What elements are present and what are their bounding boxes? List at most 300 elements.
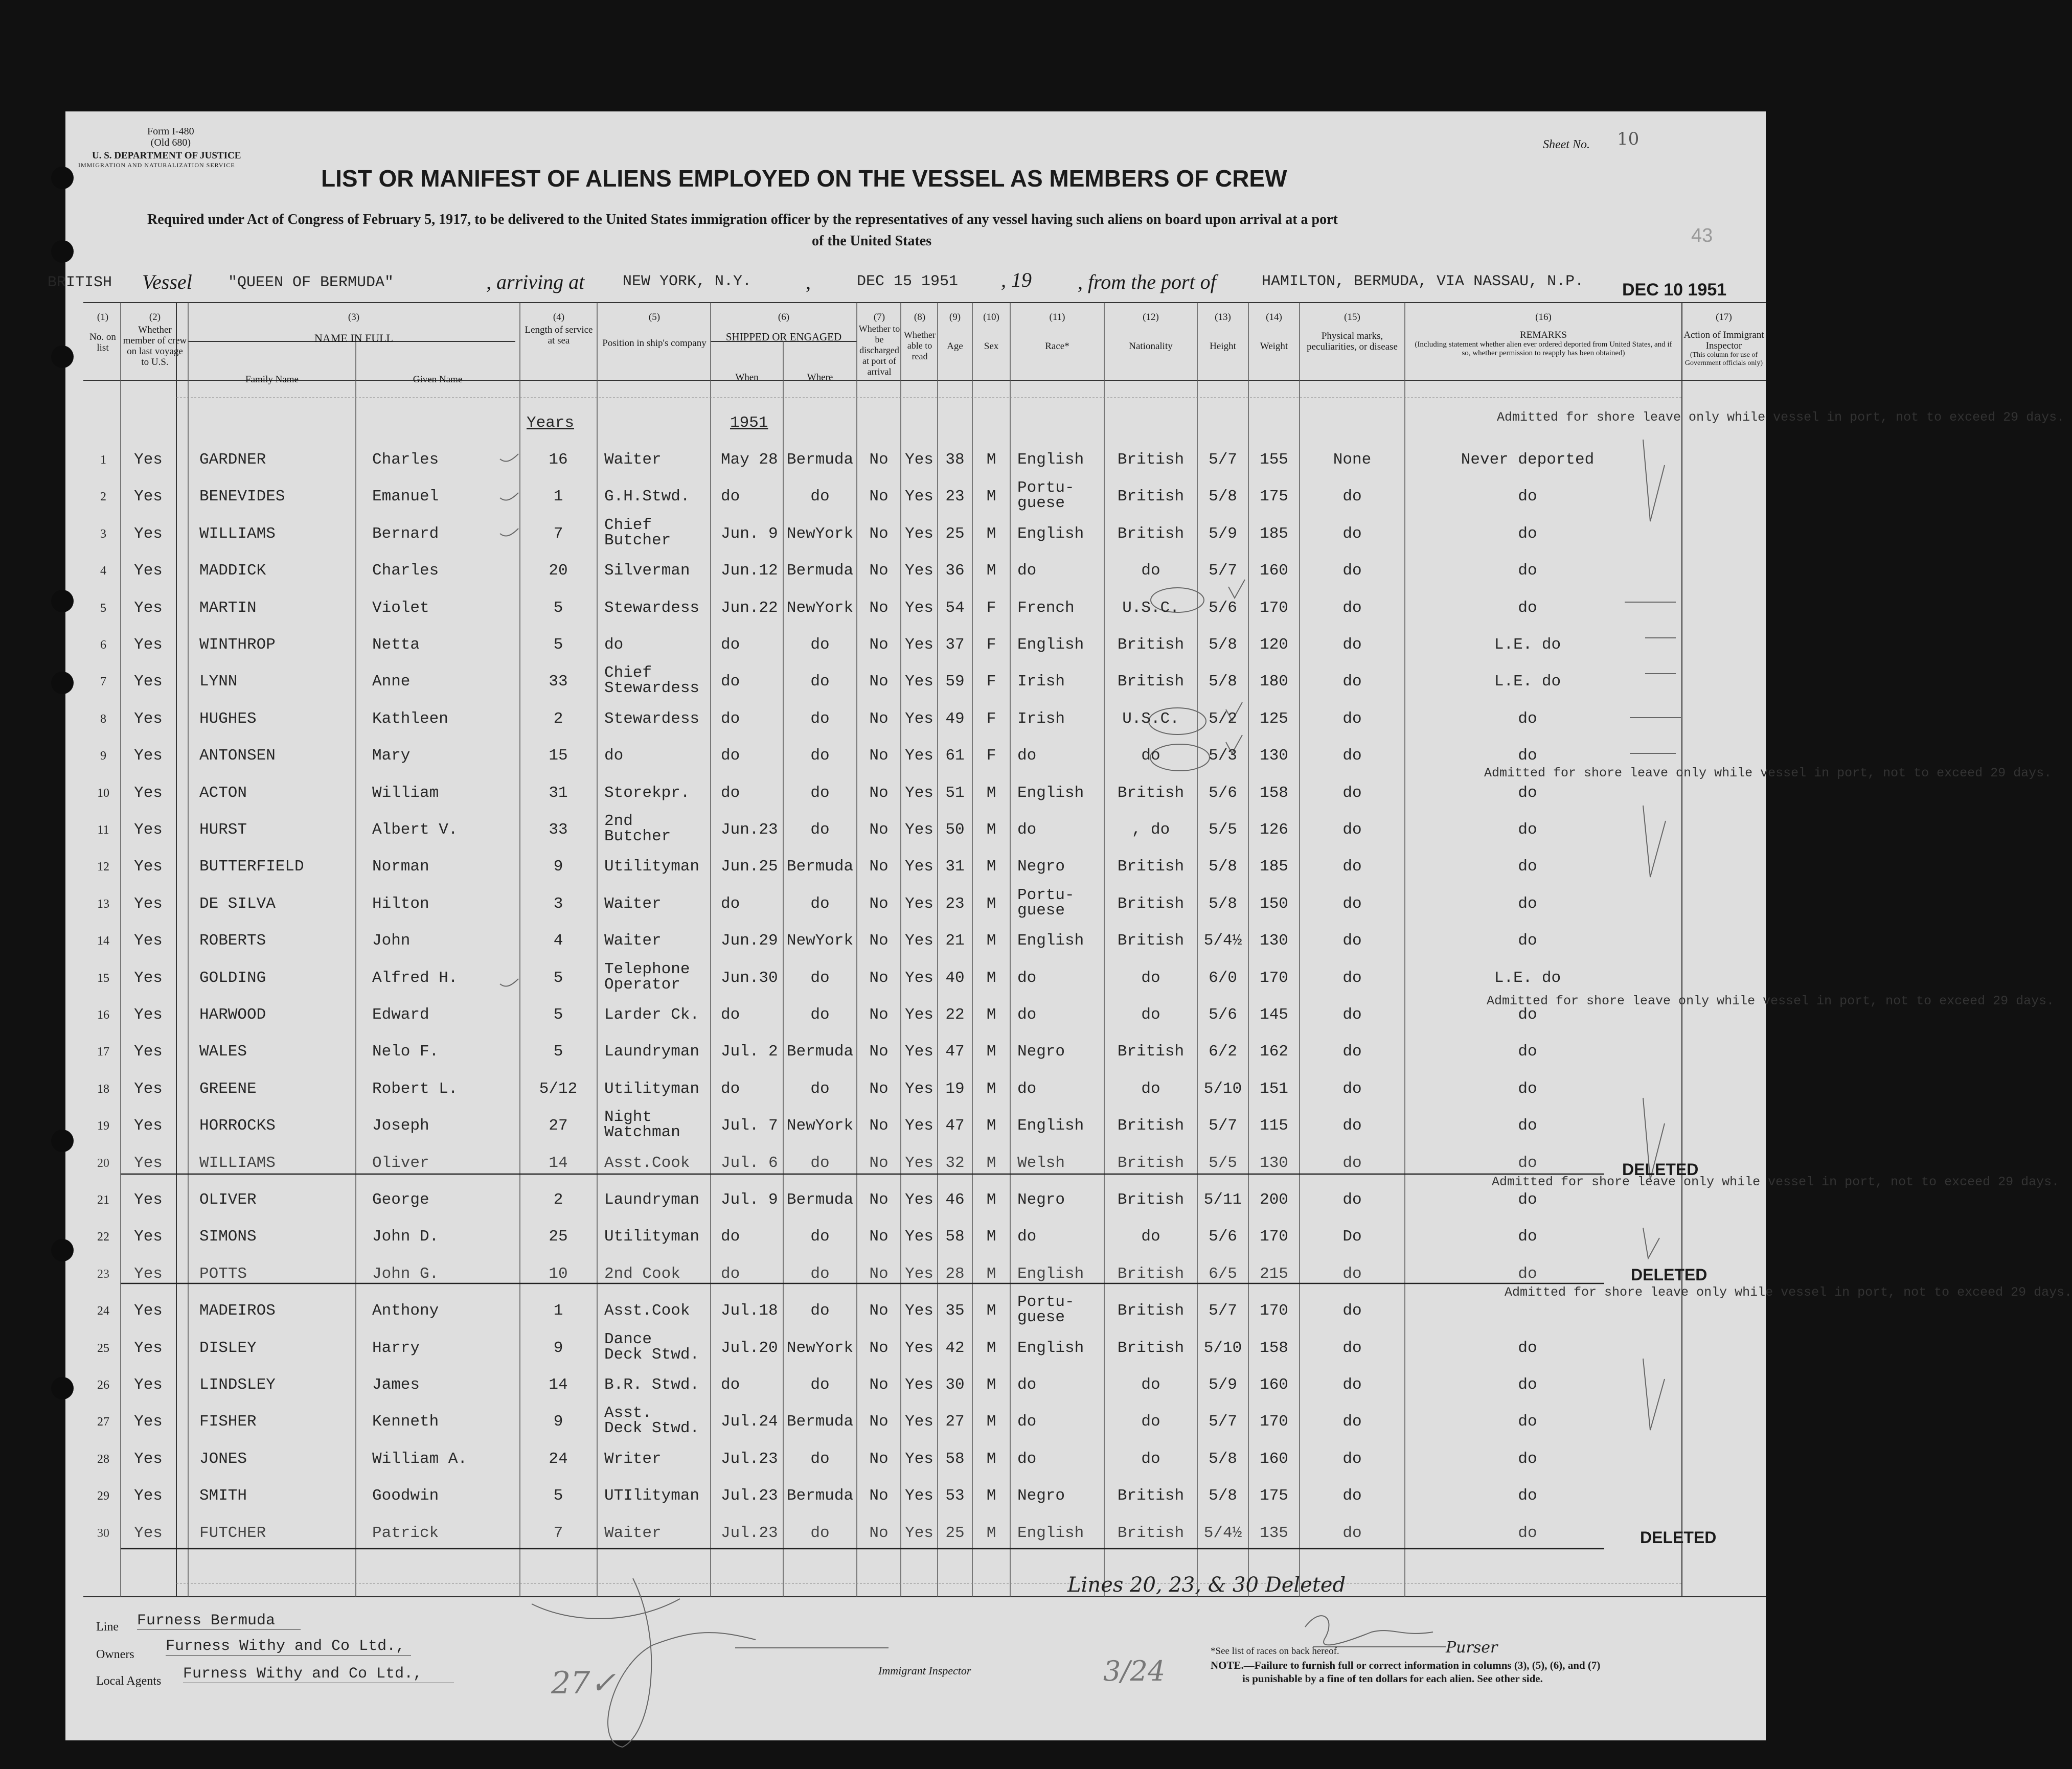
to-be-discharged: No [869, 1228, 889, 1246]
row-number: 22 [97, 1230, 109, 1244]
shipped-where: Bermuda [786, 1043, 854, 1061]
shipped-when: do [721, 673, 740, 691]
department-name: U. S. DEPARTMENT OF JUSTICE [92, 150, 241, 161]
shipped-when: do [721, 636, 740, 654]
row-number: 20 [97, 1156, 109, 1170]
length-of-service: 5/12 [539, 1079, 578, 1098]
given-name: Violet [372, 599, 429, 617]
family-name: WILLIAMS [199, 524, 276, 543]
nationality: British [1117, 636, 1185, 654]
given-name: George [372, 1191, 429, 1209]
years-subheader: Years [527, 414, 575, 432]
deleted-stamp-line-20: DELETED [1622, 1160, 1699, 1179]
physical-marks: do [1342, 562, 1362, 580]
able-to-read: Yes [905, 1043, 933, 1061]
family-name: ACTON [199, 784, 247, 802]
age: 25 [945, 1524, 965, 1542]
shipped-when: Jul.24 [721, 1413, 778, 1431]
family-name: SIMONS [199, 1228, 257, 1246]
race: Portu- guese [1017, 479, 1075, 513]
remarks: Never deported [1461, 451, 1595, 469]
family-name: HARWOOD [199, 1006, 266, 1024]
row-number: 30 [97, 1526, 109, 1540]
height: 5/5 [1209, 821, 1237, 839]
row-number: 15 [97, 971, 109, 985]
given-name: Edward [372, 1006, 429, 1024]
nationality: do [1141, 562, 1160, 580]
to-be-discharged: No [869, 599, 889, 617]
sex: M [986, 1302, 996, 1320]
physical-marks: do [1342, 709, 1362, 728]
able-to-read: Yes [905, 1450, 933, 1468]
last-voyage: Yes [134, 1376, 163, 1394]
shore-leave-note-2: Admitted for shore leave only while vessel in port, not to exceed 29 days. [1484, 766, 2052, 780]
age: 54 [945, 599, 965, 617]
last-voyage: Yes [134, 1524, 163, 1542]
sex: M [986, 1117, 996, 1135]
family-name: POTTS [199, 1265, 247, 1283]
given-name: Albert V. [372, 821, 458, 839]
shipped-where: do [810, 1006, 830, 1024]
col5-label: Position in ship's company [602, 338, 707, 349]
family-name: MADDICK [199, 562, 266, 580]
shipped-where: do [810, 747, 830, 765]
sex: M [986, 1006, 996, 1024]
last-voyage: Yes [134, 894, 163, 913]
nationality: U.S.C. [1122, 599, 1179, 617]
age: 23 [945, 894, 965, 913]
family-name: LYNN [199, 673, 238, 691]
race: English [1017, 1524, 1084, 1542]
weight: 115 [1260, 1117, 1288, 1135]
sex: F [986, 636, 996, 654]
physical-marks: do [1342, 524, 1362, 543]
weight: 160 [1260, 1376, 1288, 1394]
col9-label: Age [947, 341, 963, 352]
able-to-read: Yes [905, 599, 933, 617]
length-of-service: 5 [553, 636, 563, 654]
weight: 126 [1260, 821, 1288, 839]
col10-label: Sex [984, 341, 999, 352]
col2-num: (2) [149, 312, 161, 323]
able-to-read: Yes [905, 562, 933, 580]
shipped-when: Jul. 7 [721, 1117, 778, 1135]
last-voyage: Yes [134, 1413, 163, 1431]
given-name: James [372, 1376, 420, 1394]
physical-marks: do [1342, 636, 1362, 654]
handwritten-27: 27✓ [551, 1665, 616, 1701]
weight: 130 [1260, 1154, 1288, 1172]
position: Asst.Cook [604, 1302, 690, 1320]
physical-marks: do [1342, 1376, 1362, 1394]
col17-note: (This column for use of Government officials only) [1684, 351, 1763, 367]
race: do [1017, 1450, 1037, 1468]
able-to-read: Yes [905, 1191, 933, 1209]
weight: 160 [1260, 1450, 1288, 1468]
weight: 180 [1260, 673, 1288, 691]
family-name: ANTONSEN [199, 747, 276, 765]
length-of-service: 5 [553, 1487, 563, 1505]
shipped-when: Jun.22 [721, 599, 778, 617]
sex: M [986, 784, 996, 802]
remarks: do [1518, 1413, 1537, 1431]
given-name: Robert L. [372, 1079, 458, 1098]
position: Silverman [604, 562, 690, 580]
shipped-where: do [810, 1524, 830, 1542]
nationality: British [1117, 1302, 1185, 1320]
col7-num: (7) [873, 312, 885, 323]
col5-header [599, 312, 710, 349]
able-to-read: Yes [905, 636, 933, 654]
given-name: Norman [372, 858, 429, 876]
able-to-read: Yes [905, 969, 933, 987]
length-of-service: 14 [549, 1154, 568, 1172]
deleted-stamp-line-30: DELETED [1640, 1528, 1717, 1547]
given-name: Oliver [372, 1154, 429, 1172]
age: 58 [945, 1228, 965, 1246]
shipped-where: do [810, 1079, 830, 1098]
last-voyage: Yes [134, 1265, 163, 1283]
race: Negro [1017, 858, 1065, 876]
to-be-discharged: No [869, 562, 889, 580]
weight: 200 [1260, 1191, 1288, 1209]
length-of-service: 15 [549, 747, 568, 765]
sex: F [986, 673, 996, 691]
punch-hole [51, 590, 74, 612]
height: 5/7 [1209, 451, 1237, 469]
document-subtitle-2: of the United States [812, 233, 932, 249]
shipped-when: do [721, 709, 740, 728]
position: Laundryman [604, 1191, 700, 1209]
height: 5/7 [1209, 562, 1237, 580]
to-be-discharged: No [869, 1043, 889, 1061]
position: Utilityman [604, 1228, 700, 1246]
row-number: 26 [97, 1379, 109, 1392]
shipped-where: Bermuda [786, 1191, 854, 1209]
age: 27 [945, 1413, 965, 1431]
col11-header [1010, 312, 1104, 352]
sex: F [986, 709, 996, 728]
shipped-when: do [721, 1006, 740, 1024]
to-be-discharged: No [869, 1302, 889, 1320]
physical-marks: do [1342, 894, 1362, 913]
length-of-service: 24 [549, 1450, 568, 1468]
given-name: Emanuel [372, 488, 439, 506]
height: 6/5 [1209, 1265, 1237, 1283]
position: Writer [604, 1450, 662, 1468]
length-of-service: 9 [553, 1413, 563, 1431]
shipped-when: May 28 [721, 451, 778, 469]
given-name: Anne [372, 673, 411, 691]
year-1951-subheader: 1951 [730, 414, 768, 432]
shipped-where: do [810, 636, 830, 654]
to-be-discharged: No [869, 1376, 889, 1394]
arrival-date: DEC 15 1951 [857, 273, 959, 290]
shipped-where: do [810, 821, 830, 839]
nationality: British [1117, 1265, 1185, 1283]
age: 25 [945, 524, 965, 543]
last-voyage: Yes [134, 524, 163, 543]
physical-marks: do [1342, 1265, 1362, 1283]
position: Waiter [604, 451, 662, 469]
last-voyage: Yes [134, 1339, 163, 1357]
shipped-when: do [721, 1228, 740, 1246]
position: Telephone Operator [604, 960, 690, 994]
able-to-read: Yes [905, 709, 933, 728]
shipped-where: NewYork [786, 1339, 854, 1357]
line-value: Furness Bermuda [137, 1612, 301, 1630]
to-be-discharged: No [869, 932, 889, 950]
form-number: Form I-480 [147, 126, 194, 137]
deleted-stamp-line-23: DELETED [1631, 1266, 1707, 1284]
length-of-service: 33 [549, 673, 568, 691]
weight: 158 [1260, 1339, 1288, 1357]
position: Chief Butcher [604, 516, 671, 549]
height: 5/8 [1209, 636, 1237, 654]
col8-header [902, 312, 938, 362]
able-to-read: Yes [905, 673, 933, 691]
able-to-read: Yes [905, 932, 933, 950]
physical-marks: do [1342, 1191, 1362, 1209]
last-voyage: Yes [134, 784, 163, 802]
vessel-nationality: BRITISH [48, 274, 112, 291]
local-agents-label: Local Agents [96, 1674, 162, 1688]
height: 5/8 [1209, 858, 1237, 876]
col4-label: Length of service at sea [525, 325, 593, 346]
physical-marks: None [1333, 451, 1372, 469]
age: 23 [945, 488, 965, 506]
punch-hole [51, 167, 74, 189]
given-name: John [372, 932, 411, 950]
row-number: 21 [97, 1193, 109, 1207]
given-name: John D. [372, 1228, 439, 1246]
from-port-label: , from the port of [1078, 270, 1216, 293]
footer-note-penalty-2: is punishable by a fine of ten dollars for each alien. See other side. [1242, 1672, 1543, 1685]
able-to-read: Yes [905, 1339, 933, 1357]
shipped-where: do [810, 1376, 830, 1394]
weight: 170 [1260, 1302, 1288, 1320]
shipped-where: do [810, 1228, 830, 1246]
sex: M [986, 1079, 996, 1098]
sex: M [986, 1376, 996, 1394]
sex: M [986, 1524, 996, 1542]
weight: 170 [1260, 969, 1288, 987]
position: Asst.Cook [604, 1154, 690, 1172]
weight: 162 [1260, 1043, 1288, 1061]
footer-note-penalty-1: NOTE.—Failure to furnish full or correct information in columns (3), (5), (6), and (7) [1211, 1659, 1601, 1671]
age: 36 [945, 562, 965, 580]
weight: 145 [1260, 1006, 1288, 1024]
shipped-where: do [810, 709, 830, 728]
physical-marks: do [1342, 858, 1362, 876]
family-name: DISLEY [199, 1339, 257, 1357]
weight: 215 [1260, 1265, 1288, 1283]
height: 5/7 [1209, 1302, 1237, 1320]
remarks: do [1518, 1043, 1537, 1061]
to-be-discharged: No [869, 1154, 889, 1172]
to-be-discharged: No [869, 894, 889, 913]
length-of-service: 2 [553, 1191, 563, 1209]
position: Larder Ck. [604, 1006, 700, 1024]
arriving-label: , arriving at [486, 270, 585, 293]
position: Waiter [604, 932, 662, 950]
shipped-where: Bermuda [786, 1487, 854, 1505]
row-number: 6 [100, 638, 106, 652]
physical-marks: do [1342, 1339, 1362, 1357]
local-agents-value: Furness Withy and Co Ltd., [183, 1665, 454, 1683]
to-be-discharged: No [869, 488, 889, 506]
last-voyage: Yes [134, 1228, 163, 1246]
able-to-read: Yes [905, 1006, 933, 1024]
arriving-comma: , [806, 270, 811, 293]
able-to-read: Yes [905, 1524, 933, 1542]
to-be-discharged: No [869, 1487, 889, 1505]
shipped-where: do [810, 784, 830, 802]
physical-marks: do [1342, 1450, 1362, 1468]
col17-header [1683, 312, 1765, 367]
col2-label: Whether member of crew on last voyage to U.S. [123, 325, 187, 367]
row-number: 9 [100, 749, 106, 763]
punch-hole [51, 1377, 74, 1399]
col14-label: Weight [1260, 341, 1288, 352]
family-name: WILLIAMS [199, 1154, 276, 1172]
shipped-where: do [810, 969, 830, 987]
position: Night Watchman [604, 1108, 680, 1142]
col6-header [711, 312, 857, 342]
able-to-read: Yes [905, 1302, 933, 1320]
row-number: 27 [97, 1415, 109, 1429]
last-voyage: Yes [134, 599, 163, 617]
last-voyage: Yes [134, 636, 163, 654]
age: 40 [945, 969, 965, 987]
sex: M [986, 488, 996, 506]
shipped-where: do [810, 1302, 830, 1320]
remarks: L.E. do [1494, 969, 1561, 987]
nationality: British [1117, 1043, 1185, 1061]
shore-leave-note-5: Admitted for shore leave only while vessel in port, not to exceed 29 days. [1505, 1285, 2072, 1300]
height: 6/2 [1209, 1043, 1237, 1061]
remarks: do [1518, 1117, 1537, 1135]
remarks: do [1518, 562, 1537, 580]
last-voyage: Yes [134, 451, 163, 469]
sex: M [986, 1265, 996, 1283]
sex: M [986, 1487, 996, 1505]
race: English [1017, 784, 1084, 802]
race: French [1017, 599, 1075, 617]
length-of-service: 14 [549, 1376, 568, 1394]
remarks: do [1518, 1339, 1537, 1357]
length-of-service: 5 [553, 1043, 563, 1061]
able-to-read: Yes [905, 488, 933, 506]
line-label: Line [96, 1620, 119, 1634]
last-voyage: Yes [134, 709, 163, 728]
shipped-when: do [721, 488, 740, 506]
given-name: Netta [372, 636, 420, 654]
nationality: British [1117, 1339, 1185, 1357]
remarks: L.E. do [1494, 673, 1561, 691]
height: 5/6 [1209, 1006, 1237, 1024]
height: 5/4½ [1203, 932, 1242, 950]
col12-label: Nationality [1129, 341, 1173, 352]
length-of-service: 1 [553, 488, 563, 506]
last-voyage: Yes [134, 1154, 163, 1172]
height: 5/8 [1209, 894, 1237, 913]
remarks: do [1518, 747, 1537, 765]
last-voyage: Yes [134, 488, 163, 506]
able-to-read: Yes [905, 1487, 933, 1505]
shipped-when: do [721, 1265, 740, 1283]
length-of-service: 7 [553, 1524, 563, 1542]
physical-marks: do [1342, 673, 1362, 691]
able-to-read: Yes [905, 451, 933, 469]
given-name: Bernard [372, 524, 439, 543]
last-voyage: Yes [134, 1043, 163, 1061]
race: Portu- guese [1017, 886, 1075, 920]
arriving-port: NEW YORK, N.Y. [623, 273, 752, 290]
nationality: British [1117, 524, 1185, 543]
col13-label: Height [1210, 341, 1236, 352]
position: do [604, 747, 624, 765]
family-name: HORROCKS [199, 1117, 276, 1135]
race: do [1017, 969, 1037, 987]
sex: F [986, 747, 996, 765]
race: Irish [1017, 709, 1065, 728]
race: do [1017, 747, 1037, 765]
shipped-where: Bermuda [786, 1413, 854, 1431]
row-number: 23 [97, 1267, 109, 1281]
last-voyage: Yes [134, 673, 163, 691]
height: 5/10 [1203, 1079, 1242, 1098]
height: 5/3 [1209, 747, 1237, 765]
col6-label: SHIPPED OR ENGAGED [725, 331, 842, 343]
length-of-service: 25 [549, 1228, 568, 1246]
shipped-when: Jul. 2 [721, 1043, 778, 1061]
sex: M [986, 1339, 996, 1357]
col3-num: (3) [348, 312, 360, 323]
nationality: do [1141, 1376, 1160, 1394]
sex: M [986, 1043, 996, 1061]
family-name: GOLDING [199, 969, 266, 987]
remarks: L.E. do [1494, 636, 1561, 654]
physical-marks: do [1342, 1117, 1362, 1135]
able-to-read: Yes [905, 1413, 933, 1431]
punch-hole [51, 346, 74, 368]
length-of-service: 27 [549, 1117, 568, 1135]
height: 5/6 [1209, 599, 1237, 617]
position: Stewardess [604, 599, 700, 617]
physical-marks: do [1342, 1154, 1362, 1172]
height: 5/7 [1209, 1117, 1237, 1135]
to-be-discharged: No [869, 821, 889, 839]
nationality: British [1117, 1117, 1185, 1135]
family-name: DE SILVA [199, 894, 276, 913]
race: Welsh [1017, 1154, 1065, 1172]
remarks: do [1518, 1487, 1537, 1505]
position: G.H.Stwd. [604, 488, 690, 506]
sex: M [986, 1191, 996, 1209]
col1-header [86, 312, 120, 353]
shore-leave-note-4: Admitted for shore leave only while vessel in port, not to exceed 29 days. [1492, 1175, 2060, 1189]
physical-marks: do [1342, 1079, 1362, 1098]
remarks: do [1518, 858, 1537, 876]
race: English [1017, 636, 1084, 654]
sex: M [986, 562, 996, 580]
weight: 150 [1260, 894, 1288, 913]
race: do [1017, 562, 1037, 580]
able-to-read: Yes [905, 784, 933, 802]
col3-given-header: Given Name [413, 374, 463, 385]
shipped-when: Jul.23 [721, 1524, 778, 1542]
